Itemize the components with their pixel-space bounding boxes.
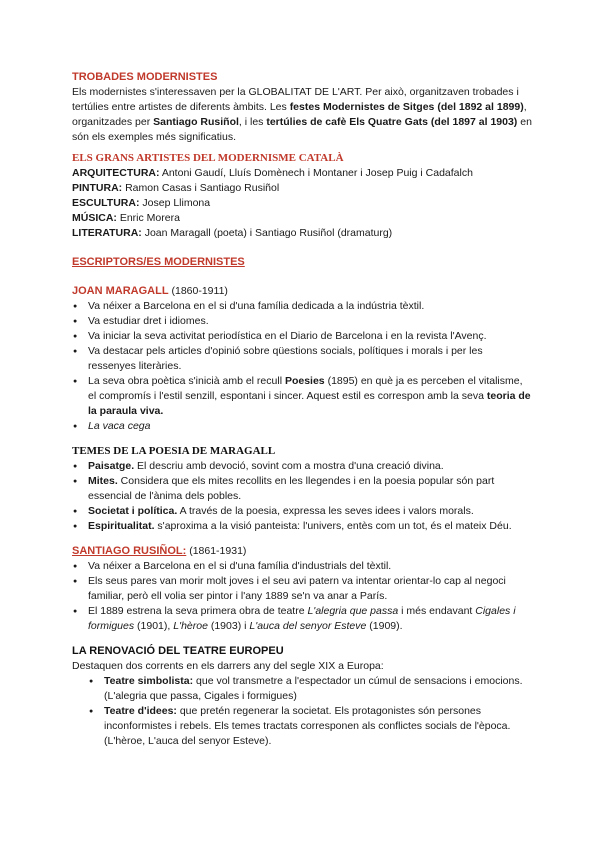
artistes-text: Josep Llimona xyxy=(139,197,211,209)
paragraph-trobades xyxy=(72,85,532,145)
rusinol-item3-b: L'alegria que passa xyxy=(307,605,399,617)
list-item: ● Va destacar pels articles d'opinió sobre qüestions socials, polítiques i morals i per les ressenyes literàries. xyxy=(72,344,532,374)
list-item: ● Va néixer a Barcelona en el si d'una família d'industrials del tèxtil. xyxy=(72,559,532,574)
section-renovacio xyxy=(72,644,532,749)
temes-text: El descriu amb devoció, sovint com a mostra d'una creació divina. xyxy=(134,460,444,472)
temes-label: Societat i política. xyxy=(88,505,178,517)
renovacio-list xyxy=(72,674,532,749)
maragall-dates: (1860-1911) xyxy=(168,285,228,297)
list-item xyxy=(88,674,532,704)
rusinol-list xyxy=(72,559,532,634)
renovacio-intro: Destaquen dos corrents en els darrers any del segle XIX a Europa: xyxy=(72,660,384,672)
artistes-row xyxy=(72,181,532,196)
rusinol-name: SANTIAGO RUSIÑOL: xyxy=(72,545,187,557)
maragall-list xyxy=(72,299,532,434)
artistes-row xyxy=(72,211,532,226)
artistes-text: Joan Maragall (poeta) i Santiago Rusiñol (dramaturg) xyxy=(141,227,393,239)
list-item: ● Va néixer a Barcelona en el si d'una família dedicada a la indústria tèxtil. xyxy=(72,299,532,314)
trobades-text-2: , organitzades per xyxy=(72,101,527,128)
temes-text: s'aproxima a la visió panteista: l'univers, entès com un tot, és el mateix Déu. xyxy=(154,520,512,532)
trobades-text-1: Els modernistes s'interessaven per la GLOBALITAT DE L'ART. Per això, organitzaven trobades i tertúlies entre artistes de diferents àmbits. Les xyxy=(72,86,519,113)
section-maragall xyxy=(72,284,532,434)
artistes-text: Enric Morera xyxy=(116,212,180,224)
temes-list xyxy=(72,459,532,534)
section-temes xyxy=(72,444,532,534)
section-artistes xyxy=(72,151,532,241)
list-item xyxy=(88,704,532,749)
list-item xyxy=(72,604,532,634)
temes-text: A través de la poesia, expressa les seves idees i valors morals. xyxy=(177,505,474,517)
artistes-label: PINTURA: xyxy=(72,182,123,194)
rusinol-item3-g: (1903) i xyxy=(207,620,250,632)
trobades-bold-1: festes Modernistes de Sitges (del 1892 al 1899) xyxy=(289,101,524,113)
section-trobades xyxy=(72,70,532,145)
section-rusinol xyxy=(72,544,532,634)
trobades-bold-2: Santiago Rusiñol xyxy=(153,116,239,128)
maragall-item5-a: La seva obra poètica s'inicià amb el recull xyxy=(88,375,285,387)
list-item: ● Va iniciar la seva activitat periodística en el Diario de Barcelona i en la revista l'Avenç. xyxy=(72,329,532,344)
heading-renovacio: LA RENOVACIÓ DEL TEATRE EUROPEU xyxy=(72,645,284,657)
rusinol-item3-f: L'hèroe xyxy=(173,620,208,632)
artistes-label: ARQUITECTURA: xyxy=(72,167,160,179)
maragall-heading xyxy=(72,284,532,299)
maragall-name: JOAN MARAGALL xyxy=(72,285,169,297)
rusinol-heading xyxy=(72,544,532,559)
rusinol-item3-e: (1901), xyxy=(134,620,174,632)
temes-label: Mites. xyxy=(88,475,118,487)
list-item xyxy=(72,519,532,534)
renovacio-text: que pretén regenerar la societat. Els protagonistes són persones inconformistes i rebels. Els temes tractats corresponen als conflictes socials de l'època.(L'hèroe, L'auca del senyor Esteve). xyxy=(104,705,511,747)
renovacio-label: Teatre simbolista: xyxy=(104,675,194,687)
trobades-text-3: , i les xyxy=(238,116,267,128)
temes-label: Espiritualitat. xyxy=(88,520,155,532)
document-page xyxy=(72,70,532,749)
maragall-item5-b: Poesies xyxy=(284,375,325,387)
maragall-item5-c: (1895) en què ja es perceben el vitalisme, el compromís i l'estil senzill, espontani i sincer. Aquest estil es correspon amb la seva xyxy=(88,375,523,402)
list-item xyxy=(72,504,532,519)
rusinol-item3-h: L'auca del senyor Esteve xyxy=(249,620,367,632)
list-item xyxy=(72,474,532,504)
artistes-row xyxy=(72,226,532,241)
artistes-text: Ramon Casas i Santiago Rusiñol xyxy=(122,182,280,194)
artistes-text: Antoni Gaudí, Lluís Domènech i Montaner i Josep Puig i Cadafalch xyxy=(159,167,473,179)
heading-escriptors: ESCRIPTORS/ES MODERNISTES xyxy=(72,256,245,268)
list-item: ● Va estudiar dret i idiomes. xyxy=(72,314,532,329)
trobades-bold-3: tertúlies de cafè Els Quatre Gats (del 1897 al 1903) xyxy=(266,116,518,128)
heading-artistes: ELS GRANS ARTISTES DEL MODERNISME CATALÀ xyxy=(72,152,344,164)
rusinol-item3-c: i més endavant xyxy=(398,605,476,617)
rusinol-dates: (1861-1931) xyxy=(186,545,247,557)
heading-trobades: TROBADES MODERNISTES xyxy=(72,71,218,83)
trobades-text-4: en són els exemples més significatius. xyxy=(72,116,532,143)
artistes-label: LITERATURA: xyxy=(72,227,142,239)
list-item xyxy=(72,374,532,419)
list-item: ● Els seus pares van morir molt joves i el seu avi patern va intentar orientar-lo cap al negoci familiar, però ell volia ser pintor i l'any 1889 se'n va anar a París. xyxy=(72,574,532,604)
artistes-label: ESCULTURA: xyxy=(72,197,140,209)
temes-label: Paisatge. xyxy=(88,460,135,472)
rusinol-item3-d: Cigales i formigues xyxy=(88,605,516,632)
temes-text: Considera que els mites recollits en les llegendes i en la poesia popular són part essencial de l'ànima dels pobles. xyxy=(88,475,495,502)
artistes-row xyxy=(72,166,532,181)
maragall-item5-d: teoria de la paraula viva. xyxy=(88,390,531,417)
artistes-row xyxy=(72,196,532,211)
maragall-item6: La vaca cega xyxy=(88,420,151,432)
list-item xyxy=(72,459,532,474)
list-item xyxy=(72,419,532,434)
rusinol-item3-a: El 1889 estrena la seva primera obra de teatre xyxy=(88,605,308,617)
artistes-label: MÚSICA: xyxy=(72,212,117,224)
renovacio-text: que vol transmetre a l'espectador un cúmul de sensacions i emocions. (L'alegria que passa, Cigales i formigues) xyxy=(104,675,523,702)
renovacio-label: Teatre d'idees: xyxy=(104,705,177,717)
rusinol-item3-i: (1909). xyxy=(366,620,403,632)
heading-temes: TEMES DE LA POESIA DE MARAGALL xyxy=(72,445,276,457)
